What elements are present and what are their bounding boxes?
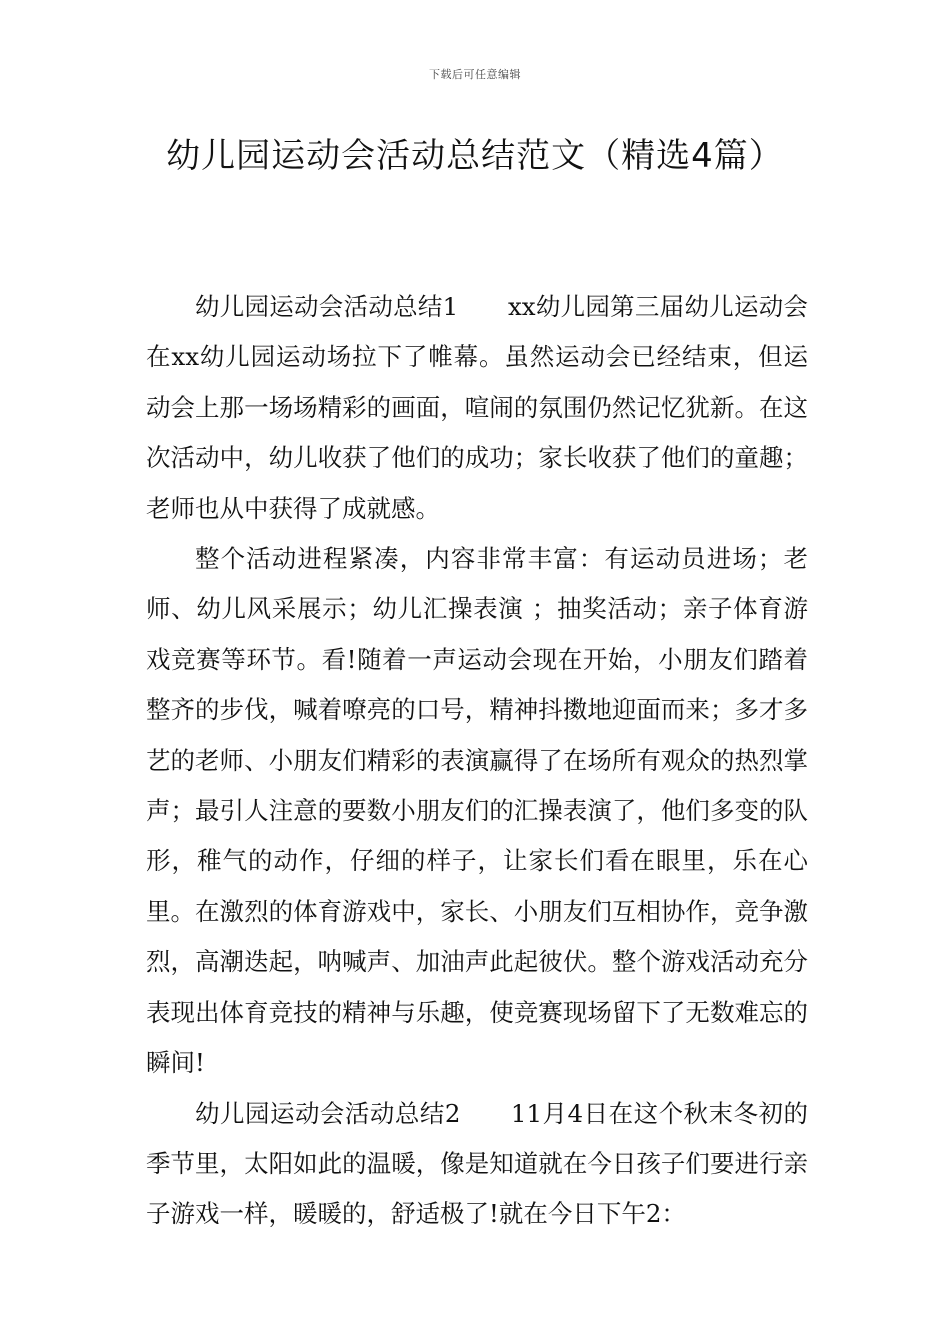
paragraph-2: 整个活动进程紧凑，内容非常丰富：有运动员进场；老师、幼儿风采展示；幼儿汇操表演 ；抽奖活动；亲子体育游戏竞赛等环节。看!随着一声运动会现在开始，小朋友们踏着整齐的步伐，喊着嘹亮的口号，精神抖擞地迎面而来；多才多艺的老师、小朋友们精彩的表演赢得了在场所有观众的热烈掌声；最引人注意的要数小朋友们的汇操表演了，他们多变的队形，稚气的动作，仔细的样子，让家长们看在眼里，乐在心里。在激烈的体育游戏中，家长、小朋友们互相协作，竞争激烈，高潮迭起，呐喊声、加油声此起彼伏。整个游戏活动充分表现出体育竞技的精神与乐趣，使竞赛现场留下了无数难忘的瞬间! — [146, 544, 808, 1078]
paragraph-3: 幼儿园运动会活动总结2 11月4日在这个秋末冬初的季节里，太阳如此的温暖，像是知道就在今日孩子们要进行亲子游戏一样，暖暖的，舒适极了!就在今日下午2： — [146, 1098, 808, 1229]
document-title: 幼儿园运动会活动总结范文（精选4篇） — [166, 136, 784, 176]
header-note: 下载后可任意编辑 — [429, 68, 521, 81]
document-body — [146, 282, 808, 1240]
paragraph-1: 幼儿园运动会活动总结1 xx幼儿园第三届幼儿运动会在xx幼儿园运动场拉下了帷幕。虽然运动会已经结束，但运动会上那一场场精彩的画面，喧闹的氛围仍然记忆犹新。在这次活动中，幼儿收获了他们的成功；家长收获了他们的童趣；老师也从中获得了成就感。 — [146, 292, 808, 523]
